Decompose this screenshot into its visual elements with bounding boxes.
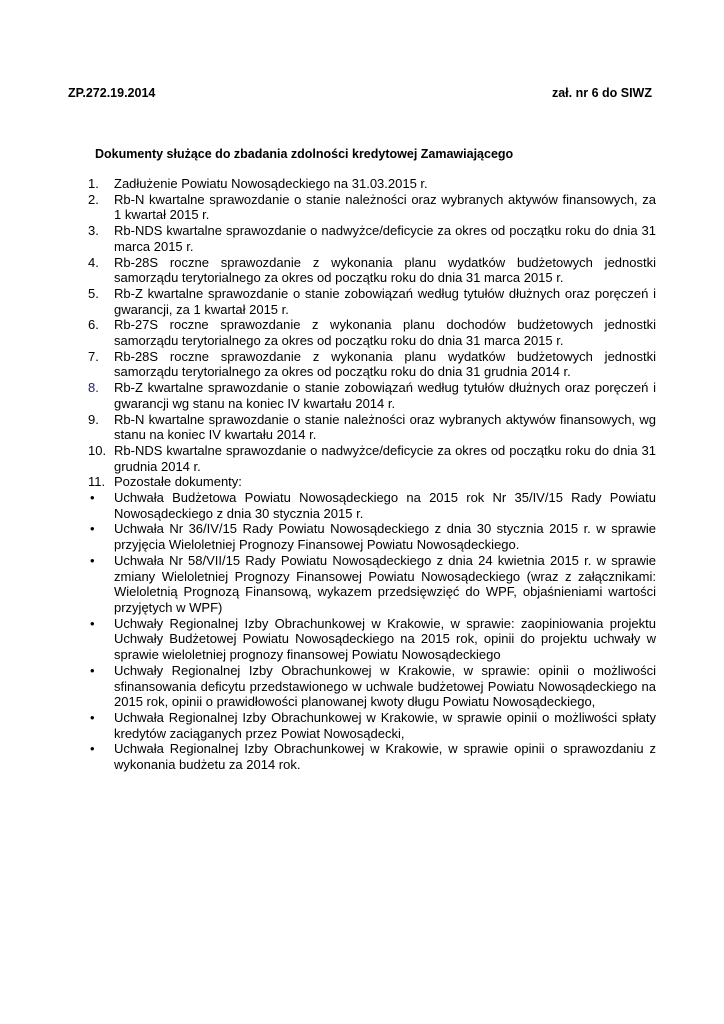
list-item-text: Rb-NDS kwartalne sprawozdanie o nadwyżce/deficycie za okres od początku roku do dnia 31 marca 2015 r. bbox=[114, 223, 656, 254]
bullet-item-text: Uchwały Regionalnej Izby Obrachunkowej w Krakowie, w sprawie: zaopiniowania projektu Uchwały Budżetowej Powiatu Nowosądeckiego na 2015 rok, opinii do projektu uchwały w sprawie wieloletniej prognozy finansowej Powiatu Nowosądeckiego bbox=[114, 615, 656, 663]
list-item bbox=[88, 255, 656, 286]
list-number: 3. bbox=[88, 223, 99, 239]
bullet-icon: • bbox=[90, 662, 95, 678]
list-number: 8. bbox=[88, 380, 99, 396]
bullet-item-text: Uchwała Regionalnej Izby Obrachunkowej w Krakowie, w sprawie opinii o sprawozdaniu z wykonania budżetu za 2014 rok. bbox=[114, 741, 656, 773]
list-item bbox=[88, 317, 656, 348]
list-number: 1. bbox=[88, 176, 99, 191]
list-number: 5. bbox=[88, 285, 99, 301]
list-item-text: Rb-Z kwartalne sprawozdanie o stanie zobowiązań według tytułów dłużnych oraz poręczeń i gwarancji wg stanu na koniec IV kwartału 2014 r. bbox=[114, 380, 656, 411]
bullet-item-text: Uchwała Regionalnej Izby Obrachunkowej w Krakowie, w sprawie opinii o możliwości spłaty kredytów zaciąganych przez Powiat Nowosądecki, bbox=[114, 709, 656, 741]
list-item-text: Rb-27S roczne sprawozdanie z wykonania planu dochodów budżetowych jednostki samorządu terytorialnego za okres od początku roku do dnia 31 marca 2015 r. bbox=[114, 317, 656, 349]
list-item bbox=[88, 286, 656, 317]
list-item bbox=[88, 192, 656, 223]
bullet-icon: • bbox=[90, 709, 95, 725]
list-number: 10. bbox=[88, 442, 107, 458]
list-number: 6. bbox=[88, 317, 99, 333]
list-number: 7. bbox=[88, 348, 99, 364]
list-item-text: Rb-Z kwartalne sprawozdanie o stanie zobowiązań według tytułów dłużnych oraz poręczeń i gwarancji, za 1 kwartał 2015 r. bbox=[114, 285, 656, 317]
list-item bbox=[88, 412, 656, 443]
bullet-icon: • bbox=[90, 615, 95, 631]
list-item bbox=[88, 474, 656, 490]
bullet-icon: • bbox=[90, 552, 95, 568]
list-number: 2. bbox=[88, 191, 99, 207]
page-title: Dokumenty służące do zbadania zdolności kredytowej Zamawiającego bbox=[95, 147, 514, 161]
bullet-item bbox=[88, 663, 656, 710]
attachment-label: zał. nr 6 do SIWZ bbox=[551, 86, 652, 100]
bullet-item bbox=[88, 521, 656, 552]
bullet-item bbox=[88, 710, 656, 741]
bullet-item-text: Uchwała Nr 36/IV/15 Rady Powiatu Nowosądeckiego z dnia 30 stycznia 2015 r. w sprawie przyjęcia Wieloletniej Prognozy Finansowej Powiatu Nowosądeckiego. bbox=[114, 521, 656, 553]
bullet-item-text: Uchwała Nr 58/VII/15 Rady Powiatu Nowosądeckiego z dnia 24 kwietnia 2015 r. w sprawie zmiany Wieloletniej Prognozy Finansowej Powiatu Nowosądeckiego (wraz z załącznikami: Wieloletnią Prognozą Finansową, wykazem przedsięwzięć do WPF, objaśnieniami wartości przyjętych w WPF) bbox=[114, 552, 656, 615]
list-item-text: Rb-N kwartalne sprawozdanie o stanie należności oraz wybranych aktywów finansowych, wg stanu na koniec IV kwartału 2014 r. bbox=[114, 411, 656, 443]
list-item bbox=[88, 349, 656, 380]
list-item-text: Rb-28S roczne sprawozdanie z wykonania planu wydatków budżetowych jednostki samorządu terytorialnego za okres od początku roku do dnia 31 marca 2015 r. bbox=[114, 254, 656, 286]
bullet-item bbox=[88, 741, 656, 772]
bullet-item bbox=[88, 616, 656, 663]
list-item bbox=[88, 443, 656, 474]
bullet-icon: • bbox=[90, 741, 95, 757]
list-item-text: Rb-28S roczne sprawozdanie z wykonania planu wydatków budżetowych jednostki samorządu terytorialnego za okres od początku roku do dnia 31 grudnia 2014 r. bbox=[114, 348, 656, 380]
list-item bbox=[88, 380, 656, 411]
list-number: 4. bbox=[88, 254, 99, 270]
list-item-text: Pozostałe dokumenty: bbox=[114, 474, 242, 490]
bullet-icon: • bbox=[90, 490, 95, 506]
bullet-item-text: Uchwały Regionalnej Izby Obrachunkowej w Krakowie, w sprawie: opinii o możliwości sfinansowania deficytu przedstawionego w uchwale budżetowej Powiatu Nowosądeckiego na 2015 rok, opinii o prawidłowości planowanej kwoty długu Powiatu Nowosądeckiego, bbox=[114, 662, 656, 710]
bullet-item-text: Uchwała Budżetowa Powiatu Nowosądeckiego na 2015 rok Nr 35/IV/15 Rady Powiatu Nowosądeckiego z dnia 30 stycznia 2015 r. bbox=[114, 490, 656, 521]
document-reference: ZP.272.19.2014 bbox=[68, 86, 156, 100]
bullet-item bbox=[88, 553, 656, 616]
bullet-item bbox=[88, 490, 656, 521]
bullet-icon: • bbox=[90, 521, 95, 537]
document-list bbox=[88, 176, 656, 773]
list-item bbox=[88, 176, 656, 192]
list-number: 11. bbox=[88, 474, 106, 490]
list-item-text: Rb-N kwartalne sprawozdanie o stanie należności oraz wybranych aktywów finansowych, za 1 kwartał 2015 r. bbox=[114, 191, 656, 223]
list-item bbox=[88, 223, 656, 254]
list-item-text: Zadłużenie Powiatu Nowosądeckiego na 31.03.2015 r. bbox=[114, 176, 428, 191]
list-item-text: Rb-NDS kwartalne sprawozdanie o nadwyżce/deficycie za okres od początku roku do dnia 31 grudnia 2014 r. bbox=[114, 442, 656, 474]
list-number: 9. bbox=[88, 411, 99, 427]
